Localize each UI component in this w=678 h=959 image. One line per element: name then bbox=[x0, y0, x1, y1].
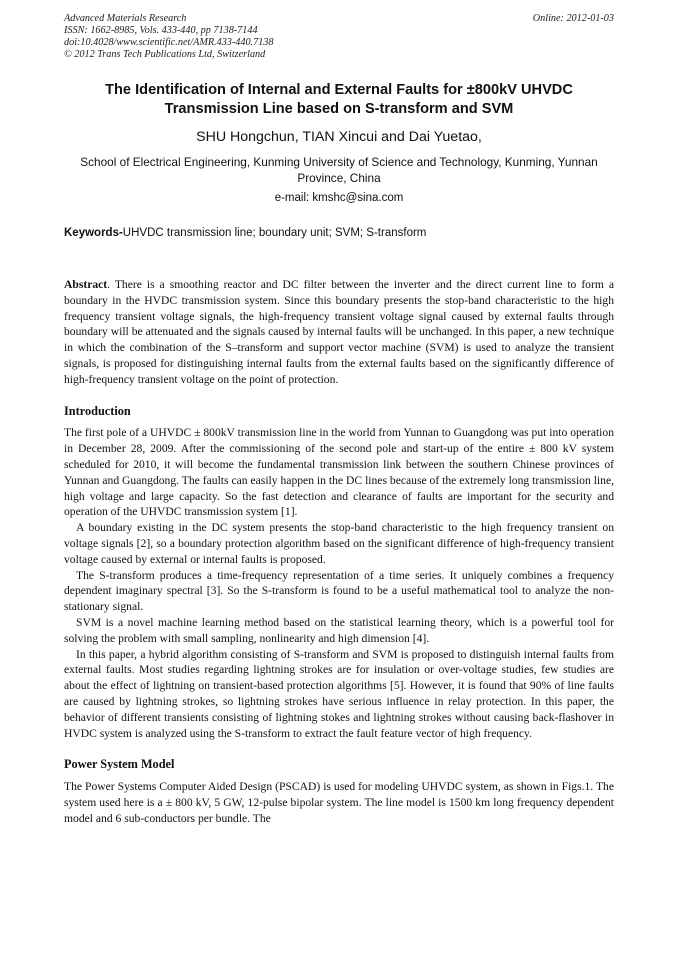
abstract-text: . There is a smoothing reactor and DC filter between the inverter and the direct current line to form a boundary in the HVDC transmission system. Since this boundary presents the stop-band characteristic to the high frequency transient voltage signals, the high-frequency transient voltage signal caused by external faults through boundary will be attenuated and the signals caused by internal faults will be unchanged. In this paper, a new technique in which the combination of the S–transform and support vector machine (SVM) is used to analyze the transient signals, is proposed for distinguishing internal faults from the external faults based on the significantly difference of high-frequency transient voltage on the point of protection. bbox=[64, 278, 614, 386]
power-system-paragraph-1: The Power Systems Computer Aided Design (PSCAD) is used for modeling UHVDC system, as shown in Figs.1. The system used here is a ± 800 kV, 5 GW, 12-pulse bipolar system. The line model is 1500 km long frequency dependent model and 6 sub-conductors per bundle. The bbox=[64, 780, 614, 825]
intro-paragraph-1: The first pole of a UHVDC ± 800kV transmission line in the world from Yunnan to Guangdong was put into operation in December 28, 2009. After the commissioning of the second pole and start-up of the entire ± 800 kV system scheduled for 2010, it will become the fundamental transmission link between the southern Chinese provinces of Yunnan and Guangdong. The faults can easily happen in the DC lines because of the extremely long transmission line, high voltage and large capacity. So the fast detection and clearance of faults are important for the security and operation of the UHVDC transmission system [1]. bbox=[64, 426, 614, 519]
authors: SHU Hongchun, TIAN Xincui and Dai Yuetao, bbox=[196, 129, 482, 145]
intro-paragraph-3: The S-transform produces a time-frequency representation of a time series. It uniquely combines a frequency dependent imaginary spectral [3]. So the S-transform is found to be a useful mathematical tool to analyze the non-stationary signal. bbox=[64, 568, 614, 614]
intro-paragraph-5: In this paper, a hybrid algorithm consisting of S-transform and SVM is proposed to distinguish internal faults from external faults. Most studies regarding lightning strokes are for insulation or over-voltage studies, few studies are about the effect of lightning on transient-based protection algorithms [5]. However, it is found that 90% of line faults are caused by lightning strokes, so lightning strokes have serious influence in relay protection. In this paper, the behavior of different transients consisting of lightning stokes and lightning strokes without causing back-flashover in HVDC system is analyzed using the S-transform to extract the fault feature vector of high frequency. bbox=[64, 647, 614, 740]
keywords-label: Keywords- bbox=[64, 227, 123, 239]
online-date: Online: 2012-01-03 bbox=[532, 13, 614, 24]
doi-line: doi:10.4028/www.scientific.net/AMR.433-440.7138 bbox=[64, 37, 274, 48]
paper-title: The Identification of Internal and External Faults for ±800kV UHVDC Transmission Line based on S-transform and SVM bbox=[105, 82, 573, 117]
paper-body bbox=[64, 277, 614, 827]
issn-line: ISSN: 1662-8985, Vols. 433-440, pp 7138-7144 bbox=[64, 25, 258, 36]
keywords bbox=[64, 227, 426, 239]
abstract-label: Abstract bbox=[64, 278, 108, 291]
author-email: e-mail: kmshc@sina.com bbox=[274, 192, 404, 204]
publication-info bbox=[64, 13, 273, 61]
journal-name: Advanced Materials Research bbox=[64, 13, 187, 24]
affiliation: School of Electrical Engineering, Kunming University of Science and Technology, Kunming, Yunnan Province, China bbox=[80, 155, 598, 185]
abstract bbox=[64, 277, 614, 388]
introduction-heading: Introduction bbox=[64, 403, 131, 418]
intro-paragraph-4: SVM is a novel machine learning method based on the statistical learning theory, which is a powerful tool for solving the problem with small sampling, nonlinearity and high dimension [4]. bbox=[64, 615, 614, 645]
power-system-heading: Power System Model bbox=[64, 757, 175, 772]
keywords-text: UHVDC transmission line; boundary unit; SVM; S-transform bbox=[122, 227, 427, 239]
intro-paragraph-2: A boundary existing in the DC system presents the stop-band characteristic to the high frequency transient on voltage signals [2], so a boundary protection algorithm based on the significant difference of high-frequency transient voltage caused by external or internal faults is proposed. bbox=[64, 521, 614, 566]
copyright-line: © 2012 Trans Tech Publications Ltd, Switzerland bbox=[64, 49, 266, 60]
